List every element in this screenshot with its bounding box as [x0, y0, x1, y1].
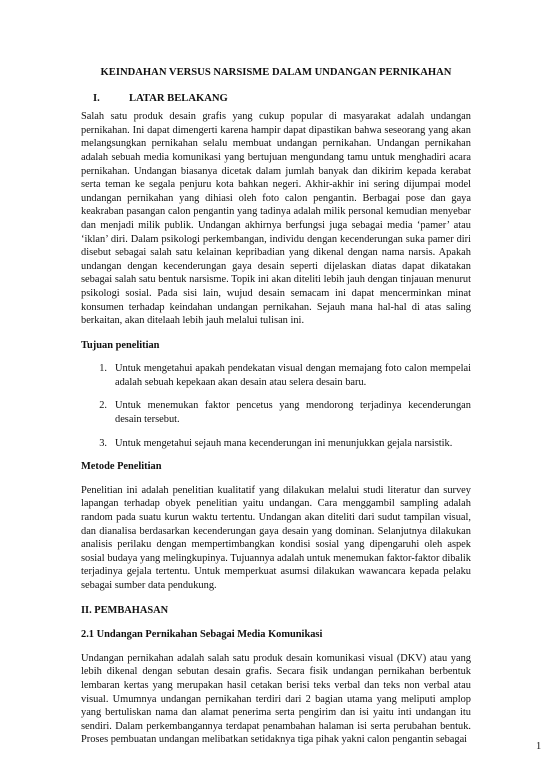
list-item-text: Untuk mengetahui apakah pendekatan visual dengan memajang foto calon mempelai adalah sebuah kepekaan akan desain atau selera desain baru.: [115, 363, 471, 388]
section-2-1-heading: 2.1 Undangan Pernikahan Sebagai Media Komunikasi: [81, 629, 323, 641]
metode-paragraph: Penelitian ini adalah penelitian kualitatif yang dilakukan melalui studi literatur dan survey lapangan terhadap obyek penelitian yaitu undangan. Cara menggambil sampling adalah random pada suatu kurun waktu tertentu. Undangan akan diteliti dari sudut tampilan visual, dan dianalisa berdasarkan kecenderungan gaya desain yang dominan. Selanjutnya dilakukan analisis perilaku dengan mempertimbangkan kondisi sosial yang dipengaruhi oleh aspek sosial budaya yang melingkupinya. Tujuannya adalah untuk menemukan faktor-faktor dibalik terjadinya gejala tertentu. Untuk memperkuat asumsi dilakukan wawancara kepada pelaku sebagai sumber data pendukung.: [81, 484, 471, 591]
metode-heading: Metode Penelitian: [81, 461, 162, 473]
list-item-number: 1.: [99, 363, 107, 375]
list-item-number: 2.: [99, 400, 107, 412]
page-content: [81, 66, 471, 747]
list-item-text: Untuk mengetahui sejauh mana kecenderungan ini menunjukkan gejala narsistik.: [115, 437, 453, 449]
section-2-heading: II. PEMBAHASAN: [81, 604, 169, 616]
page-number: 1: [536, 741, 542, 752]
list-item-text: Untuk menemukan faktor pencetus yang mendorong terjadinya kecenderungan desain tersebut.: [115, 400, 471, 426]
list-item: [81, 399, 471, 426]
document-title: KEINDAHAN VERSUS NARSISME DALAM UNDANGAN PERNIKAHAN: [100, 67, 452, 78]
tujuan-list: [81, 362, 471, 450]
tujuan-heading: Tujuan penelitian: [81, 339, 160, 351]
list-item-number: 3.: [99, 437, 107, 449]
section-1-heading: [81, 92, 471, 106]
section-2-1-paragraph: Undangan pernikahan adalah salah satu produk desain komunikasi visual (DKV) atau yang lebih dikenal dengan sebutan desain grafis. Secara fisik undangan pernikahan berbentuk lembaran kertas yang merupakan hasil cetakan berisi teks verbal dan teks non verbal atau visual. Umumnya undangan pernikahan terdiri dari 2 bagian utama yang meliputi amplop yang bertuliskan nama dan alamat penerima serta pengirim dan isi yaitu inti undangan itu sendiri. Dalam perkembangannya terdapat penambahan halaman isi serta perubahan bentuk. Proses pembuatan undangan melibatkan setidaknya tiga pihak yakni calon pengantin sebagai: [81, 652, 471, 746]
section-1-number: I.: [93, 92, 100, 104]
list-item: [81, 437, 471, 451]
section-1-title: LATAR BELAKANG: [129, 92, 228, 104]
list-item: [81, 362, 471, 389]
latar-belakang-paragraph: Salah satu produk desain grafis yang cukup popular di masyarakat adalah undangan pernikahan. Ini dapat dimengerti karena hampir dapat dipastikan bahwa seseorang yang akan melangsungkan pernikahan selalu membuat undangan pernikahan. Undangan pernikahan adalah sebuah media komunikasi yang bertujuan mengundang tamu untuk menghadiri acara pernikahan. Undangan biasanya dicetak dalam jumlah banyak dan dikirim kepada kerabat serta teman ke segala penjuru kota bahkan negeri. Akhir-akhir ini sering dijumpai model undangan pernikahan yang dihiasi oleh foto calon pengantin. Berbagai pose dan gaya keakraban pasangan calon pengantin yang tadinya adalah milik personal kemudian menyebar dan menjadi milik publik. Undangan akhirnya berfungsi juga sebagai media ‘pamer’ atau ‘iklan’ diri. Dalam psikologi perkembangan, individu dengan kecenderungan suka pamer diri disebut sebagai salah satu kelainan kepribadian yang dikenal dengan nama narsis. Apakah undangan dengan kecenderungan gaya desain seperti dijelaskan diatas dapat dikatakan sebagai salah satu bentuk narsisme. Topik ini akan diteliti lebih jauh dengan tinjauan menurut psikologi sosial. Pada sisi lain, wujud desain semacam ini dapat mencerminkan minat konsumen terhadap keindahan undangan pernikahan. Sejauh mana hal-hal di atas saling berkaitan, akan ditelaah lebih jauh melalui tulisan ini.: [81, 111, 471, 327]
